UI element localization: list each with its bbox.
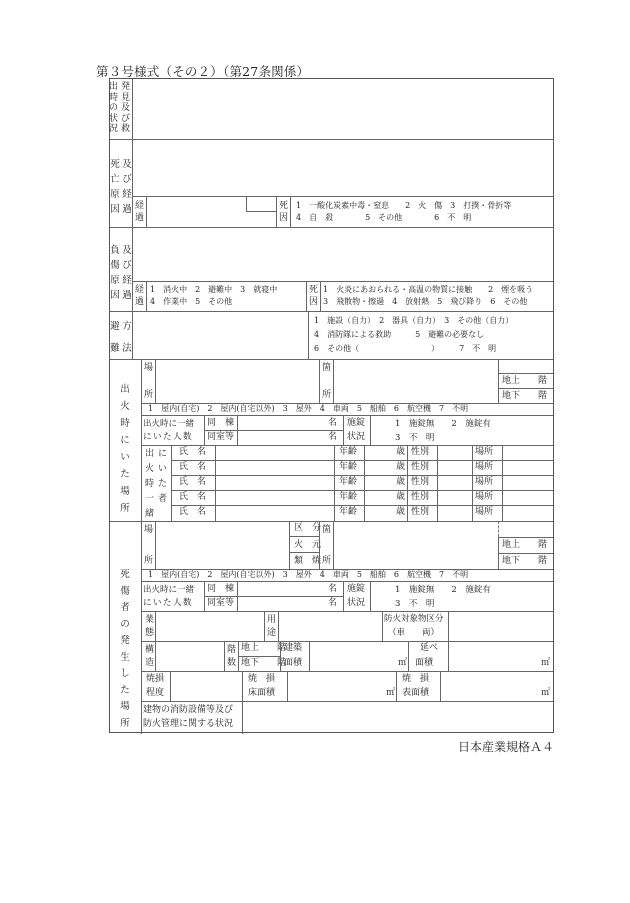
death-details-field[interactable] — [133, 139, 553, 196]
companion-sex-label: 性別 — [411, 477, 430, 487]
companion-place-label: 場所 — [475, 507, 494, 517]
damage-degree-field[interactable] — [171, 671, 242, 701]
divider — [364, 445, 365, 521]
floor-area-field[interactable] — [288, 671, 396, 701]
casualty-same-building-label: 同 棟 — [207, 584, 235, 594]
business-field[interactable] — [156, 611, 264, 641]
floors-below[interactable]: 地下 階 — [241, 658, 287, 668]
form-title: 第３号様式（その２）（第27条関係） — [96, 64, 310, 79]
death-cause-options-2[interactable]: 4 自 殺 5 その他 6 不 明 — [296, 213, 472, 222]
divider — [334, 445, 335, 521]
fire-spot-label-top: 箇 — [322, 363, 332, 373]
total-area-label-1: 延べ — [420, 643, 439, 653]
building-area-field[interactable] — [310, 641, 408, 671]
companion-name-field[interactable] — [216, 490, 334, 505]
fire-persons-unit-2: 名 — [328, 432, 338, 442]
divider — [343, 581, 344, 611]
casualty-place-label-bottom: 所 — [144, 556, 154, 566]
divider — [408, 641, 409, 671]
structure-label: 構造 — [144, 645, 154, 668]
divider — [289, 552, 319, 553]
divider — [308, 311, 309, 359]
structure-field[interactable] — [156, 641, 224, 671]
companion-place-label: 場所 — [475, 477, 494, 487]
casualty-spread-option[interactable]: 類 焼 — [294, 556, 322, 566]
death-label-col1: 死亡原因 — [110, 159, 120, 215]
divider — [319, 521, 320, 569]
casualty-spot-label-top: 箇 — [322, 525, 332, 535]
divider — [498, 373, 553, 374]
evacuation-field[interactable] — [133, 311, 308, 359]
companion-row — [171, 490, 553, 505]
fire-location-label: 出火時にいた場所 — [120, 384, 130, 514]
casualty-lock-label-2: 状況 — [347, 598, 366, 608]
companion-row — [171, 445, 553, 460]
floor-area-unit: ㎡ — [386, 688, 396, 698]
companion-name-label: 氏 名 — [179, 462, 207, 472]
divider — [141, 521, 142, 734]
casualty-location-types[interactable]: 1 屋内(自宅) 2 屋内(自宅以外) 3 屋外 4 車両 5 船舶 6 航空機 7 不明 — [148, 570, 469, 579]
death-cause-options-1[interactable]: 1 一酸化炭素中毒・窒息 2 火 傷 3 打撲・骨折等 — [296, 201, 512, 210]
casualty-spot-field[interactable] — [334, 521, 498, 569]
casualty-below-ground[interactable]: 地下 階 — [502, 556, 548, 566]
companion-age-unit[interactable]: 歳 — [396, 462, 406, 472]
total-area-label-2: 面積 — [415, 658, 434, 668]
casualty-origin-option[interactable]: 火 元 — [294, 540, 322, 550]
divider — [171, 505, 553, 506]
divider — [289, 536, 319, 537]
casualty-persons-unit-1: 名 — [328, 584, 338, 594]
evacuation-label-col2: 方法 — [122, 321, 132, 354]
injury-details-field[interactable] — [133, 227, 553, 281]
divider — [370, 415, 371, 445]
companion-age-label: 年齢 — [339, 462, 358, 472]
companion-age-label: 年齢 — [339, 492, 358, 502]
fire-together-label-2: にいた人数 — [143, 432, 194, 442]
injury-keika-label: 経過 — [134, 285, 144, 307]
equipment-label-1: 建物の消防設備等及び — [143, 705, 234, 715]
total-area-unit: ㎡ — [541, 658, 551, 668]
companion-age-unit[interactable]: 歳 — [396, 492, 406, 502]
total-area-field[interactable] — [449, 641, 553, 671]
discovery-label-col1: 発見及び救 — [120, 82, 130, 134]
companion-name-label: 氏 名 — [179, 492, 207, 502]
evacuation-label-col1: 避難 — [110, 321, 120, 354]
companion-row — [171, 505, 553, 521]
casualty-lock-options-1[interactable]: 1 施錠無 2 施錠有 — [395, 585, 491, 595]
companion-name-label: 氏 名 — [179, 447, 207, 457]
companion-age-unit[interactable]: 歳 — [396, 507, 406, 517]
casualty-lock-label-1: 施錠 — [347, 584, 366, 594]
companion-sex-label: 性別 — [411, 462, 430, 472]
divider — [246, 196, 247, 211]
divider — [437, 445, 438, 521]
surface-area-label-1: 焼 損 — [402, 674, 430, 684]
companion-name-label: 氏 名 — [179, 507, 207, 517]
fire-together-label-1: 出火時に一緒 — [143, 419, 195, 429]
divider — [171, 490, 553, 491]
equipment-status-field[interactable] — [243, 701, 553, 734]
evacuation-options-3[interactable]: 6 その他（ ） 7 不 明 — [314, 344, 497, 353]
death-cause-label: 死因 — [278, 201, 288, 223]
divider — [141, 359, 142, 521]
companion-row — [171, 460, 553, 475]
divider — [396, 671, 397, 701]
discovery-rescue-field[interactable] — [133, 79, 553, 139]
casualty-location-label: 死傷者の発生した場所 — [120, 569, 130, 729]
injury-cause-options-2[interactable]: 3 飛散物・擦過 4 放射熱 5 飛び降り 6 その他 — [323, 297, 528, 306]
casualty-place-label-top: 場 — [144, 525, 154, 535]
divider — [306, 281, 307, 311]
companion-name-field[interactable] — [216, 475, 334, 490]
companion-sex-label: 性別 — [411, 492, 430, 502]
casualty-place-field[interactable] — [156, 521, 289, 569]
divider — [407, 445, 408, 521]
companion-place-label: 場所 — [475, 462, 494, 472]
form-table — [109, 78, 554, 733]
use-label: 用途 — [266, 615, 276, 638]
casualty-division-label: 区 分 — [294, 523, 322, 533]
death-label-col2: 及び経過 — [122, 159, 132, 215]
divider — [171, 475, 553, 476]
fire-same-room-label: 同室等 — [207, 432, 235, 442]
casualty-spot-label-bottom: 所 — [322, 556, 332, 566]
divider — [146, 281, 147, 311]
discovery-label-col2: 出時の状況 — [108, 82, 118, 134]
surface-area-unit: ㎡ — [541, 688, 551, 698]
injury-keika-options-1[interactable]: 1 消火中 2 避難中 3 就寝中 — [150, 285, 278, 294]
building-area-label-2: 面積 — [284, 658, 303, 668]
divider — [224, 641, 225, 671]
fire-location-types[interactable]: 1 屋内(自宅) 2 屋内(自宅以外) 3 屋外 4 車両 5 船舶 6 航空機 7 不明 — [148, 404, 469, 413]
fire-place-field[interactable] — [156, 359, 319, 403]
divider — [215, 445, 216, 521]
divider — [289, 521, 290, 569]
divider — [343, 415, 344, 445]
divider — [246, 211, 276, 212]
companion-sex-label: 性別 — [411, 447, 430, 457]
companion-sex-label: 性別 — [411, 507, 430, 517]
fire-persons-unit-1: 名 — [328, 418, 338, 428]
divider — [141, 581, 553, 582]
floors-above[interactable]: 地上 階 — [241, 643, 287, 653]
fire-class-label-1: 防火対象物区分 — [384, 614, 444, 624]
fire-companions-label-col2: にいた者 — [157, 449, 167, 504]
divider — [320, 281, 321, 311]
building-area-label-1: 建築 — [284, 643, 303, 653]
divider — [319, 359, 320, 403]
injury-label-col2: 及び経過 — [122, 245, 132, 301]
divider — [242, 671, 243, 701]
fire-lock-label-1: 施錠 — [347, 418, 366, 428]
death-keika-field[interactable] — [147, 196, 247, 227]
divider — [502, 445, 503, 521]
floor-area-label-2: 床面積 — [248, 688, 276, 698]
fire-spot-field[interactable] — [334, 359, 498, 403]
companion-age-label: 年齢 — [339, 477, 358, 487]
damage-degree-label-1: 焼損 — [146, 674, 165, 684]
companion-age-label: 年齢 — [339, 507, 358, 517]
divider — [382, 611, 383, 641]
fire-lock-label-2: 状況 — [347, 432, 366, 442]
divider — [264, 611, 265, 641]
damage-degree-label-2: 程度 — [146, 688, 165, 698]
divider — [472, 445, 473, 521]
companion-place-label: 場所 — [475, 447, 494, 457]
surface-area-field[interactable] — [441, 671, 553, 701]
divider — [141, 415, 553, 416]
companion-name-field[interactable] — [216, 445, 334, 460]
surface-area-label-2: 表面積 — [402, 688, 430, 698]
companion-row — [171, 475, 553, 490]
evacuation-options-1[interactable]: 1 施設（自力） 2 器具（自力） 3 その他（自力） — [314, 316, 514, 325]
divider — [171, 460, 553, 461]
divider — [280, 641, 281, 671]
divider — [498, 388, 553, 389]
companion-age-label: 年齢 — [339, 447, 358, 457]
fire-spot-label-bottom: 所 — [322, 390, 332, 400]
building-area-unit: ㎡ — [398, 658, 408, 668]
equipment-label-2: 防火管理に関する状況 — [143, 719, 234, 729]
divider — [498, 553, 553, 554]
fire-lock-options-2[interactable]: 3 不 明 — [395, 433, 435, 443]
casualty-above-ground[interactable]: 地上 階 — [502, 540, 548, 550]
casualty-together-label-1: 出火時に一緒 — [143, 585, 195, 595]
floor-area-label-1: 焼 損 — [248, 674, 276, 684]
fire-lock-options-1[interactable]: 1 施錠無 2 施錠有 — [395, 419, 491, 429]
use-field[interactable] — [279, 611, 382, 641]
companion-place-label: 場所 — [475, 492, 494, 502]
evacuation-options-2[interactable]: 4 消防隊による救助 5 避難の必要なし — [314, 330, 485, 339]
fire-companions-label-col1: 出火時一緒 — [144, 449, 154, 519]
injury-keika-options-2[interactable]: 4 作業中 5 その他 — [150, 297, 233, 306]
companion-age-unit[interactable]: 歳 — [396, 447, 406, 457]
floors-label: 階数 — [226, 645, 236, 668]
casualty-lock-options-2[interactable]: 3 不 明 — [395, 599, 435, 609]
casualty-same-room-label: 同室等 — [207, 598, 235, 608]
fire-class-label-2: （車 両） — [388, 628, 440, 638]
divider — [498, 521, 499, 537]
casualty-same-room-count[interactable] — [238, 597, 323, 611]
fire-same-building-label: 同 棟 — [207, 418, 235, 428]
paper-standard: 日本産業規格Ａ４ — [458, 740, 555, 754]
injury-label-col1: 負傷原因 — [110, 245, 120, 301]
companion-name-field[interactable] — [216, 505, 334, 521]
divider — [132, 281, 553, 282]
business-label: 業態 — [144, 615, 154, 638]
fire-below-ground[interactable]: 地下 階 — [502, 391, 548, 401]
fire-above-ground[interactable]: 地上 階 — [502, 376, 548, 386]
casualty-together-label-2: にいた人数 — [143, 598, 194, 608]
injury-cause-label: 死因 — [308, 285, 318, 307]
casualty-same-building-count[interactable] — [238, 582, 323, 596]
divider — [276, 196, 277, 227]
fire-same-room-count[interactable] — [238, 431, 323, 445]
companion-name-label: 氏 名 — [179, 477, 207, 487]
divider — [498, 537, 553, 538]
companion-name-field[interactable] — [216, 460, 334, 475]
divider — [290, 196, 291, 227]
divider — [370, 581, 371, 611]
divider — [498, 359, 499, 403]
divider — [238, 656, 280, 657]
fire-same-building-count[interactable] — [238, 416, 323, 430]
fire-place-label-bottom: 所 — [144, 390, 154, 400]
fire-place-label-top: 場 — [144, 363, 154, 373]
fire-class-field[interactable] — [449, 611, 553, 641]
injury-cause-options-1[interactable]: 1 火炎にあおられる・高温の物質に接触 2 煙を吸う — [323, 285, 534, 294]
companion-age-unit[interactable]: 歳 — [396, 477, 406, 487]
casualty-persons-unit-2: 名 — [328, 598, 338, 608]
death-keika-label: 経過 — [134, 201, 144, 223]
